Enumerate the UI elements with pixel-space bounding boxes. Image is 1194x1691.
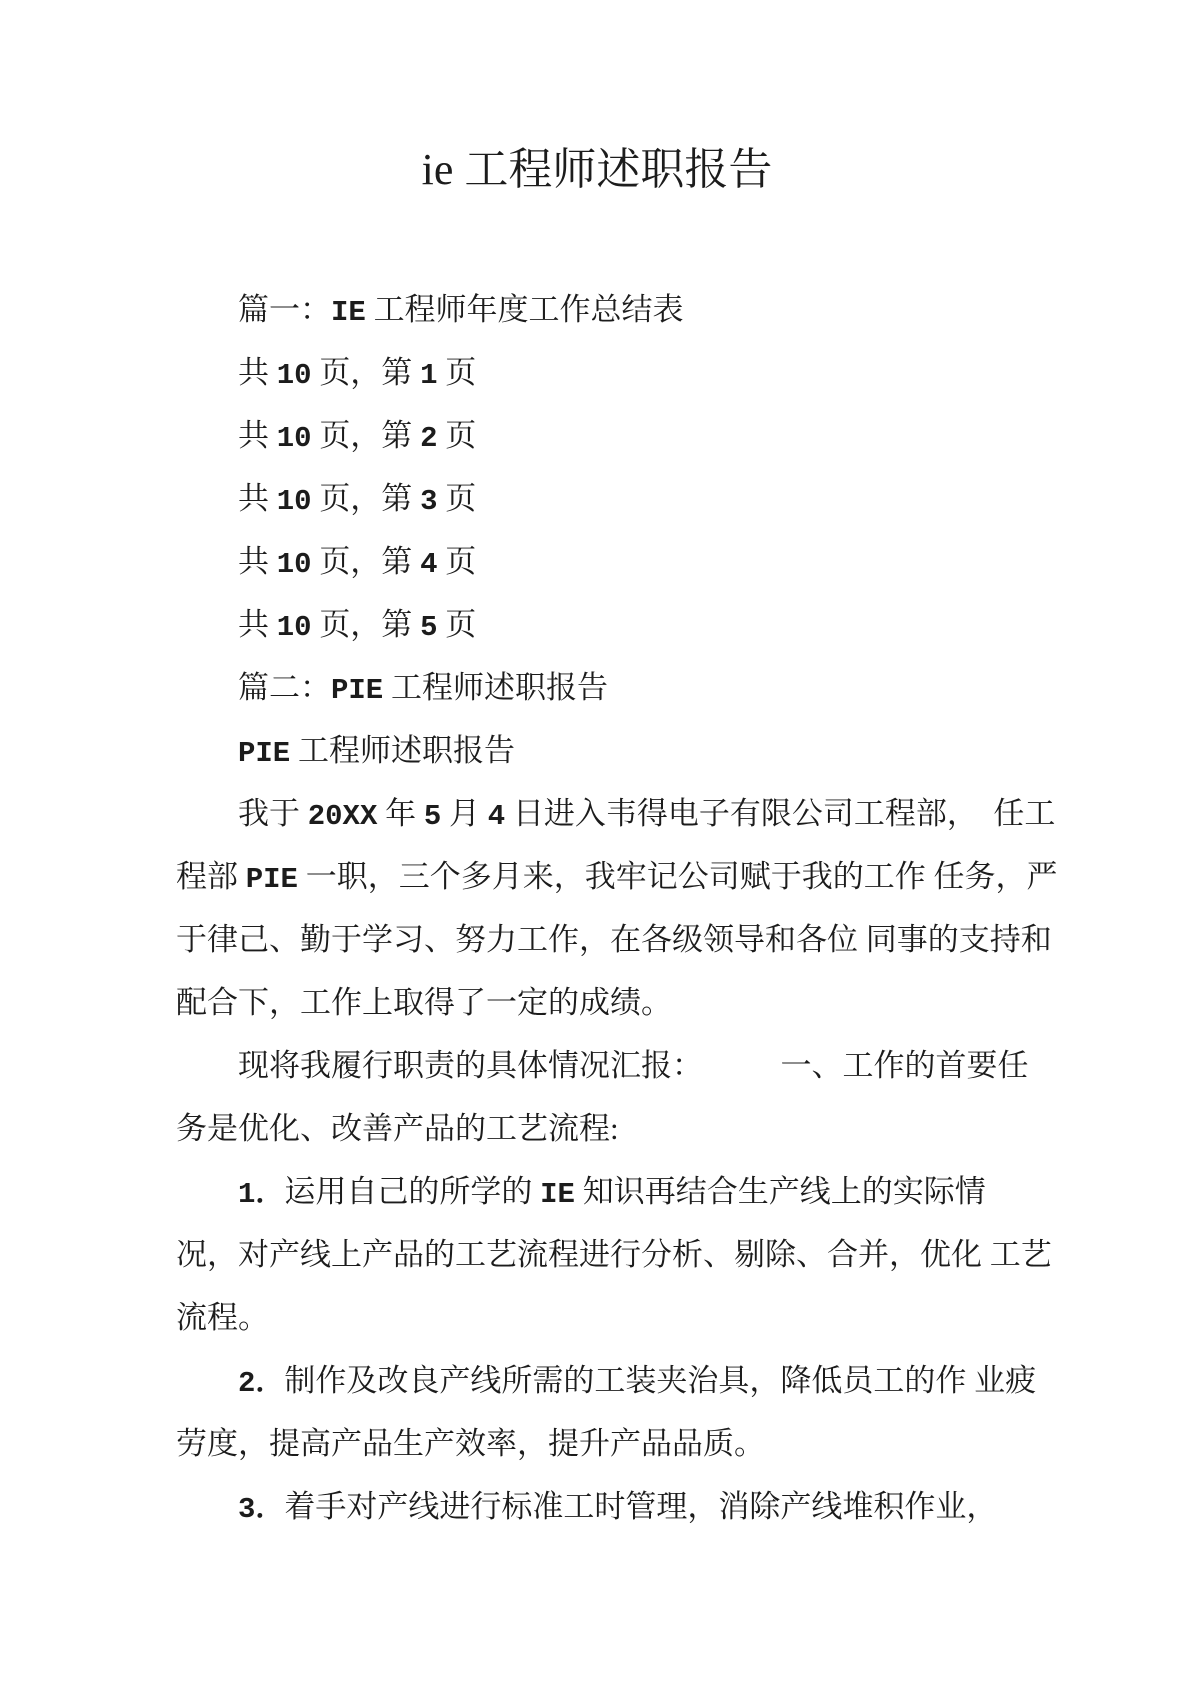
text-run-latin: PIE — [245, 863, 298, 896]
text-run: 共 — [238, 607, 277, 642]
text-run: 页，第 — [311, 607, 421, 642]
document-line — [176, 1475, 1056, 1538]
document-line — [176, 1097, 1056, 1160]
text-run-latin: IE — [331, 296, 366, 329]
document-line — [176, 341, 1056, 404]
text-run: 页 — [437, 607, 477, 642]
document-line — [176, 971, 1056, 1034]
text-run: 我于 — [238, 796, 308, 831]
text-run: 配合下，工作上取得了一定的成绩。 — [176, 985, 672, 1020]
document-line — [176, 530, 1056, 593]
text-run-latin: 5 — [423, 800, 442, 833]
document-line — [176, 404, 1056, 467]
text-run: 共 — [238, 544, 277, 579]
text-run: 页 — [437, 481, 477, 516]
text-run: 工程师述职报告 — [383, 670, 608, 705]
text-run-latin: 3． — [238, 1493, 285, 1526]
document-line — [176, 1034, 1056, 1097]
text-run-latin: 10 — [276, 359, 312, 392]
text-run: 共 — [238, 355, 277, 390]
text-run-latin: IE — [540, 1178, 575, 1211]
text-run: 页 — [437, 544, 477, 579]
document-title: ie 工程师述职报告 — [421, 145, 773, 194]
document-line — [176, 1160, 1056, 1223]
text-run: 页 — [437, 355, 477, 390]
text-run: 流程。 — [176, 1300, 269, 1335]
text-run: 页，第 — [311, 418, 421, 453]
document-body — [176, 278, 1056, 1538]
document-line — [176, 845, 1056, 908]
text-run: 运用自己的所学的 — [284, 1174, 541, 1209]
text-run-latin: 20XX — [307, 800, 378, 833]
text-run: 页，第 — [311, 355, 421, 390]
text-run: 现将我履行职责的具体情况汇报： 一、工作的首要任 — [238, 1048, 1029, 1083]
text-run-latin: 4 — [487, 800, 506, 833]
text-run-latin: 2 — [420, 422, 438, 455]
text-run: 共 — [238, 481, 277, 516]
document-line — [176, 656, 1056, 719]
text-run: 日进入韦得电子有限公司工程部， 任工 — [505, 796, 1056, 831]
text-run: 程部 — [176, 859, 246, 894]
text-run: 况，对产线上产品的工艺流程进行分析、剔除、合并，优化 工艺 — [176, 1237, 1052, 1272]
document-line — [176, 593, 1056, 656]
text-run: 务是优化、改善产品的工艺流程: — [176, 1111, 619, 1146]
text-run-latin: 10 — [276, 548, 312, 581]
text-run: 页，第 — [311, 544, 421, 579]
document-line — [176, 1223, 1056, 1286]
text-run: 工程师年度工作总结表 — [365, 292, 684, 327]
text-run: 共 — [238, 418, 277, 453]
text-run: 于律己、勤于学习、努力工作，在各级领导和各位 同事的支持和 — [176, 922, 1052, 957]
text-run: 月 — [441, 796, 488, 831]
document-line — [176, 1349, 1056, 1412]
document-line — [176, 278, 1056, 341]
text-run-latin: 10 — [276, 485, 312, 518]
text-run: 页 — [437, 418, 477, 453]
text-run: 年 — [377, 796, 424, 831]
document-line — [176, 1286, 1056, 1349]
document-line — [176, 719, 1056, 782]
document-line — [176, 467, 1056, 530]
text-run: 篇二： — [238, 670, 331, 705]
text-run-latin: 5 — [420, 611, 438, 644]
text-run-latin: 1． — [238, 1178, 285, 1211]
text-run-latin: 10 — [276, 422, 312, 455]
document-line — [176, 908, 1056, 971]
document-line — [176, 1412, 1056, 1475]
text-run-latin: PIE — [331, 674, 384, 707]
text-run-latin: 2． — [238, 1367, 285, 1400]
text-run-latin: 1 — [420, 359, 438, 392]
text-run: 工程师述职报告 — [290, 733, 515, 768]
text-run: 劳度，提高产品生产效率，提升产品品质。 — [176, 1426, 765, 1461]
text-run: 篇一： — [238, 292, 331, 327]
text-run-latin: 10 — [276, 611, 312, 644]
text-run: 制作及改良产线所需的工装夹治具，降低员工的作 业疲 — [284, 1363, 1037, 1398]
text-run: 页，第 — [311, 481, 421, 516]
text-run: 着手对产线进行标准工时管理，消除产线堆积作业， — [284, 1489, 998, 1524]
text-run-latin: 4 — [420, 548, 438, 581]
text-run: 知识再结合生产线上的实际情 — [574, 1174, 986, 1209]
text-run-latin: 3 — [420, 485, 438, 518]
text-run-latin: PIE — [238, 737, 291, 770]
text-run: 一职，三个多月来，我牢记公司赋于我的工作 任务，严 — [297, 859, 1058, 894]
document-line — [176, 782, 1056, 845]
